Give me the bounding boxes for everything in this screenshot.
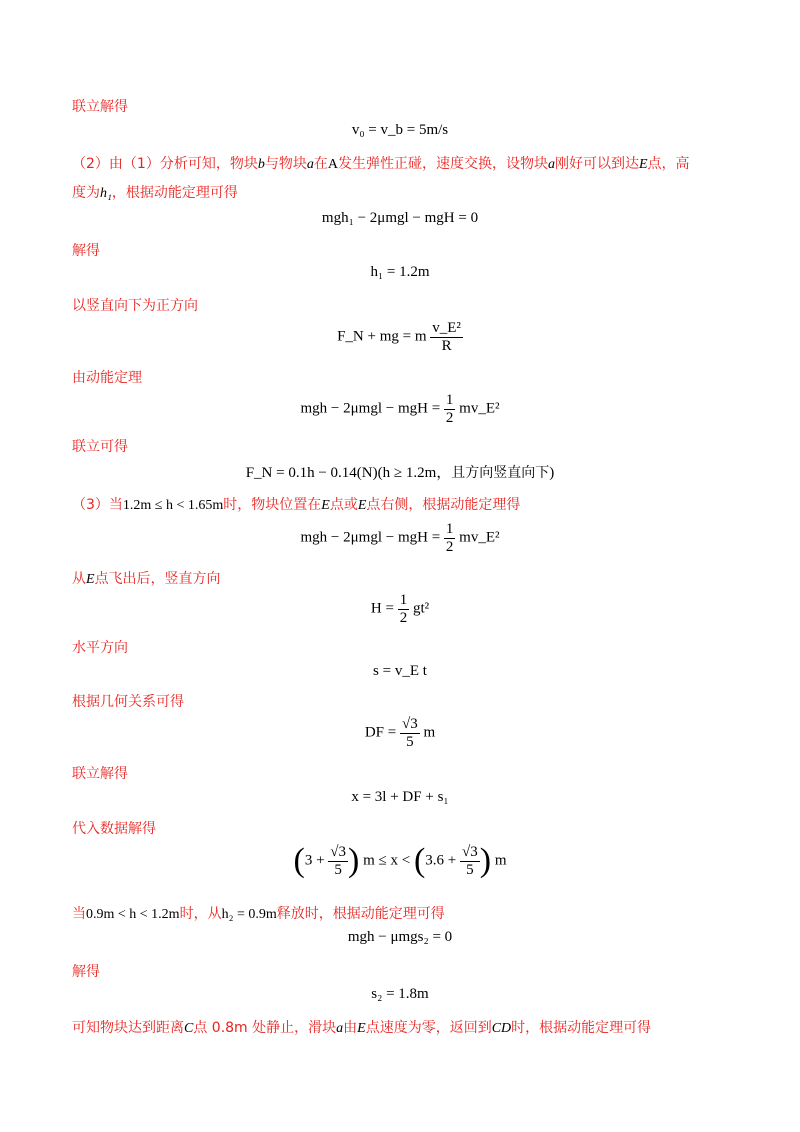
- equation: s₂ = 1.8m: [371, 986, 429, 1002]
- text-line: 联立解得: [72, 99, 128, 115]
- text-line: 以竖直向下为正方向: [72, 298, 198, 314]
- text-line: 解得: [72, 243, 100, 259]
- equation: F_N + mg = m $\frac{\text{v\_E²}}{R}$: [337, 320, 461, 354]
- equation: s = v_E t: [373, 663, 427, 679]
- equation: mgh − 2μmgl − mgH = $\frac{1}{2}$ mv_E²: [300, 392, 500, 426]
- text-line: （2）由（1）分析可知，物块b与物块a在A发生弹性正碰，速度交换，设物块a刚好可以到达E点，高: [72, 156, 690, 172]
- equation: v₀ = v_b = 5m/s: [351, 122, 449, 138]
- equation: mgh − 2μmgl − mgH = $\frac{1}{2}$ mv_E²: [300, 521, 500, 555]
- text-line: 可知物块达到距离C点 0.8m 处静止，滑块a由E点速度为零，返回到CD时，根据动能定理可得: [72, 1020, 652, 1036]
- equation: mgh₁ − 2μmgl − mgH = 0: [321, 210, 479, 226]
- text-line: 水平方向: [72, 640, 128, 656]
- equation: h₁ = 1.2m: [370, 264, 430, 280]
- equation: (3 + $\frac{√3}{5}$ ) m ≤ x < (3.6 + $\frac{√3}{5}$ ) m: [293, 842, 507, 879]
- text-line: 由动能定理: [72, 370, 142, 386]
- equation: DF = $\frac{√3}{5}$ m: [364, 716, 436, 750]
- text-line: 解得: [72, 964, 100, 980]
- equation: F_N = 0.1h − 0.14(N)(h ≥ 1.2m，且方向竖直向下): [245, 465, 555, 481]
- text-line: 度为h₁，根据动能定理可得: [72, 185, 238, 201]
- text-line: （3）当1.2m ≤ h < 1.65m时，物块位置在E点或E点右侧，根据动能定理得: [72, 497, 521, 513]
- text-line: 从E点飞出后，竖直方向: [72, 571, 221, 587]
- text-line: 联立解得: [72, 766, 128, 782]
- equation: H = $\frac{1}{2}$ gt²: [370, 592, 430, 626]
- text-line: 代入数据解得: [72, 821, 156, 837]
- text-line: 根据几何关系可得: [72, 694, 184, 710]
- equation: mgh − μmgs₂ = 0: [347, 929, 453, 945]
- text-line: 联立可得: [72, 439, 128, 455]
- text-line: 当0.9m < h < 1.2m时，从h₂ = 0.9m释放时，根据动能定理可得: [72, 906, 445, 922]
- equation: x = 3l + DF + s₁: [351, 789, 449, 805]
